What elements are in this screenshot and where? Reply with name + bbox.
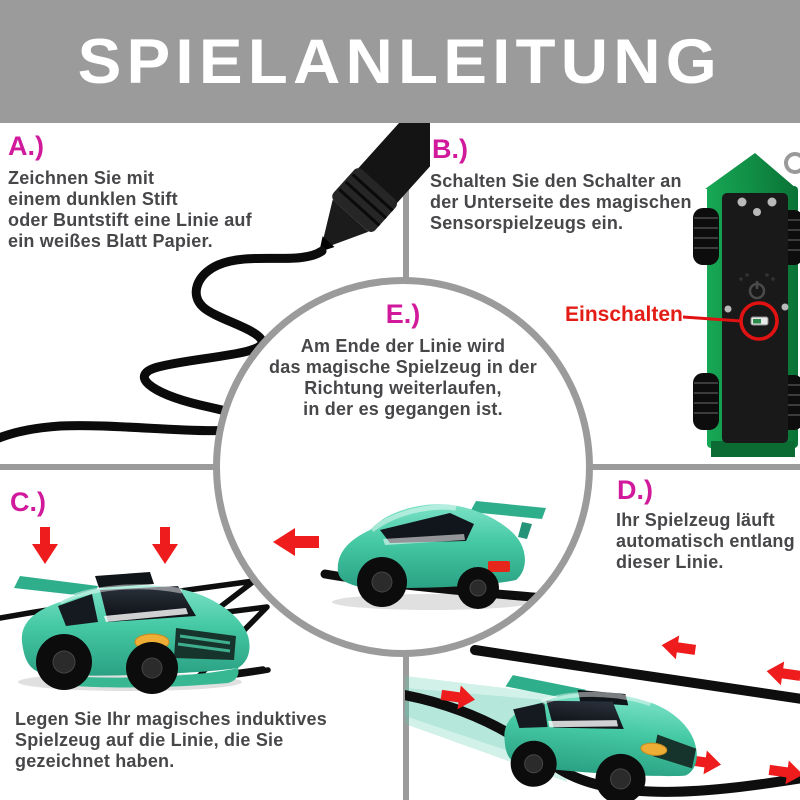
down-arrow-icon bbox=[152, 527, 178, 564]
page-title: SPIELANLEITUNG bbox=[77, 26, 723, 97]
step-a-line-1: Zeichnen Sie mit bbox=[8, 168, 155, 188]
header-banner bbox=[0, 0, 800, 123]
left-arrow-icon bbox=[660, 633, 697, 661]
step-a-text bbox=[8, 168, 252, 252]
step-d-line-3: dieser Linie. bbox=[616, 552, 724, 572]
step-d-label: D.) bbox=[617, 475, 653, 505]
step-a-line-4: ein weißes Blatt Papier. bbox=[8, 231, 213, 251]
step-d-text bbox=[616, 510, 795, 573]
left-arrow-icon bbox=[273, 528, 319, 556]
step-e-line-1: Am Ende der Linie wird bbox=[300, 336, 506, 356]
step-b-text bbox=[430, 171, 692, 234]
toy-car-side-icon bbox=[14, 572, 250, 694]
step-c-line-1: Legen Sie Ihr magisches induktives bbox=[15, 709, 327, 729]
step-c-label: C.) bbox=[10, 487, 46, 517]
keyring-icon bbox=[786, 154, 800, 172]
step-b-label: B.) bbox=[432, 134, 468, 164]
step-b-line-1: Schalten Sie den Schalter an bbox=[430, 171, 682, 191]
step-d-line-2: automatisch entlang bbox=[616, 531, 795, 551]
down-arrow-icon bbox=[32, 527, 58, 564]
step-c-text bbox=[15, 709, 327, 772]
left-arrow-icon bbox=[765, 659, 800, 687]
step-e-circle bbox=[213, 277, 593, 657]
step-e-label: E.) bbox=[385, 299, 421, 329]
step-b-line-3: Sensorspielzeugs ein. bbox=[430, 213, 624, 233]
step-c-line-2: Spielzeug auf die Linie, die Sie bbox=[15, 730, 284, 750]
step-e-text bbox=[220, 336, 586, 420]
step-a-label: A.) bbox=[8, 131, 44, 161]
toy-car-bottom-icon bbox=[683, 153, 800, 457]
step-e-line-3: Richtung weiterlaufen, bbox=[304, 378, 502, 398]
power-on-callout: Einschalten bbox=[565, 303, 683, 326]
step-a-line-3: oder Buntstift eine Linie auf bbox=[8, 210, 252, 230]
step-e-line-2: das magische Spielzeug in der bbox=[269, 357, 537, 377]
step-e-line-4: in der es gegangen ist. bbox=[303, 399, 503, 419]
step-a-line-2: einem dunklen Stift bbox=[8, 189, 178, 209]
step-b-line-2: der Unterseite des magischen bbox=[430, 192, 692, 212]
step-c-line-3: gezeichnet haben. bbox=[15, 751, 175, 771]
step-d-line-1: Ihr Spielzeug läuft bbox=[616, 510, 775, 530]
